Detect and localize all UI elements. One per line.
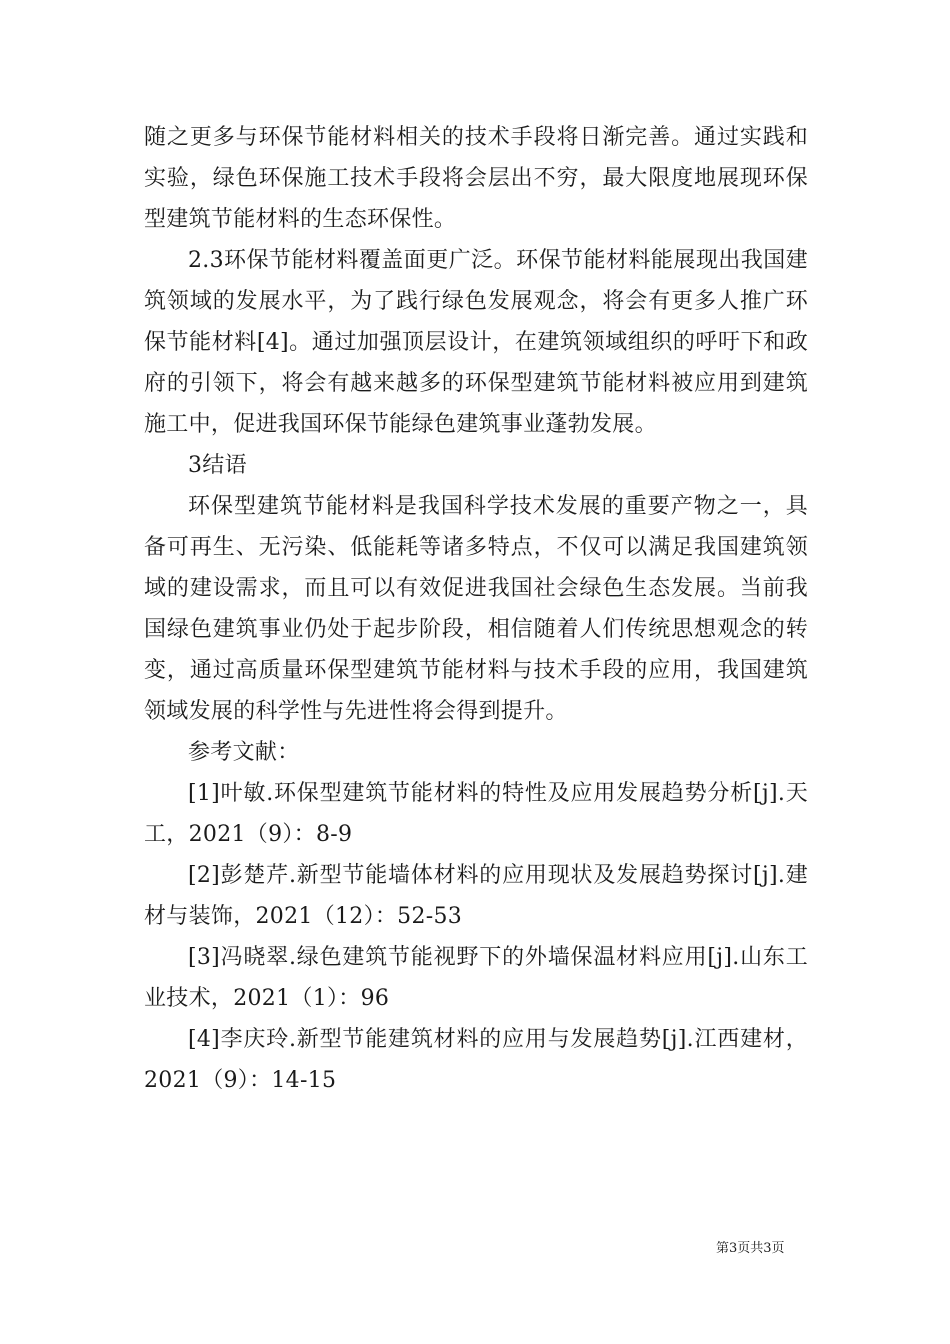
references-heading: 参考文献： bbox=[188, 740, 300, 765]
reference-item-1: [1]叶敏.环保型建筑节能材料的特性及应用发展趋势分析[j].天工，2021（9）：8-9 bbox=[144, 781, 808, 847]
reference-item-3: [3]冯晓翠.绿色建筑节能视野下的外墙保温材料应用[j].山东工业技术，2021（1）：96 bbox=[144, 945, 808, 1011]
reference-item-2: [2]彭楚芹.新型节能墙体材料的应用现状及发展趋势探讨[j].建材与装饰，2021（12）：52-53 bbox=[144, 863, 808, 929]
document-body bbox=[144, 117, 808, 1101]
reference-item-4: [4]李庆玲.新型节能建筑材料的应用与发展趋势[j].江西建材，2021（9）：14-15 bbox=[144, 1027, 808, 1093]
paragraph-continuation: 随之更多与环保节能材料相关的技术手段将日渐完善。通过实践和实验，绿色环保施工技术手段将会层出不穷，最大限度地展现环保型建筑节能材料的生态环保性。 bbox=[144, 125, 808, 232]
paragraph-conclusion: 环保型建筑节能材料是我国科学技术发展的重要产物之一，具备可再生、无污染、低能耗等诸多特点，不仅可以满足我国建筑领域的建设需求，而且可以有效促进我国社会绿色生态发展。当前我国绿色建筑事业仍处于起步阶段，相信随着人们传统思想观念的转变，通过高质量环保型建筑节能材料与技术手段的应用，我国建筑领域发展的科学性与先进性将会得到提升。 bbox=[144, 494, 808, 724]
section-heading-conclusion: 3结语 bbox=[188, 453, 247, 478]
page-number-footer: 第3页共3页 bbox=[716, 1241, 785, 1256]
paragraph-coverage: 2.3环保节能材料覆盖面更广泛。环保节能材料能展现出我国建筑领域的发展水平，为了践行绿色发展观念，将会有更多人推广环保节能材料[4]。通过加强顶层设计，在建筑领域组织的呼吁下和政府的引领下，将会有越来越多的环保型建筑节能材料被应用到建筑施工中，促进我国环保节能绿色建筑事业蓬勃发展。 bbox=[144, 248, 808, 437]
